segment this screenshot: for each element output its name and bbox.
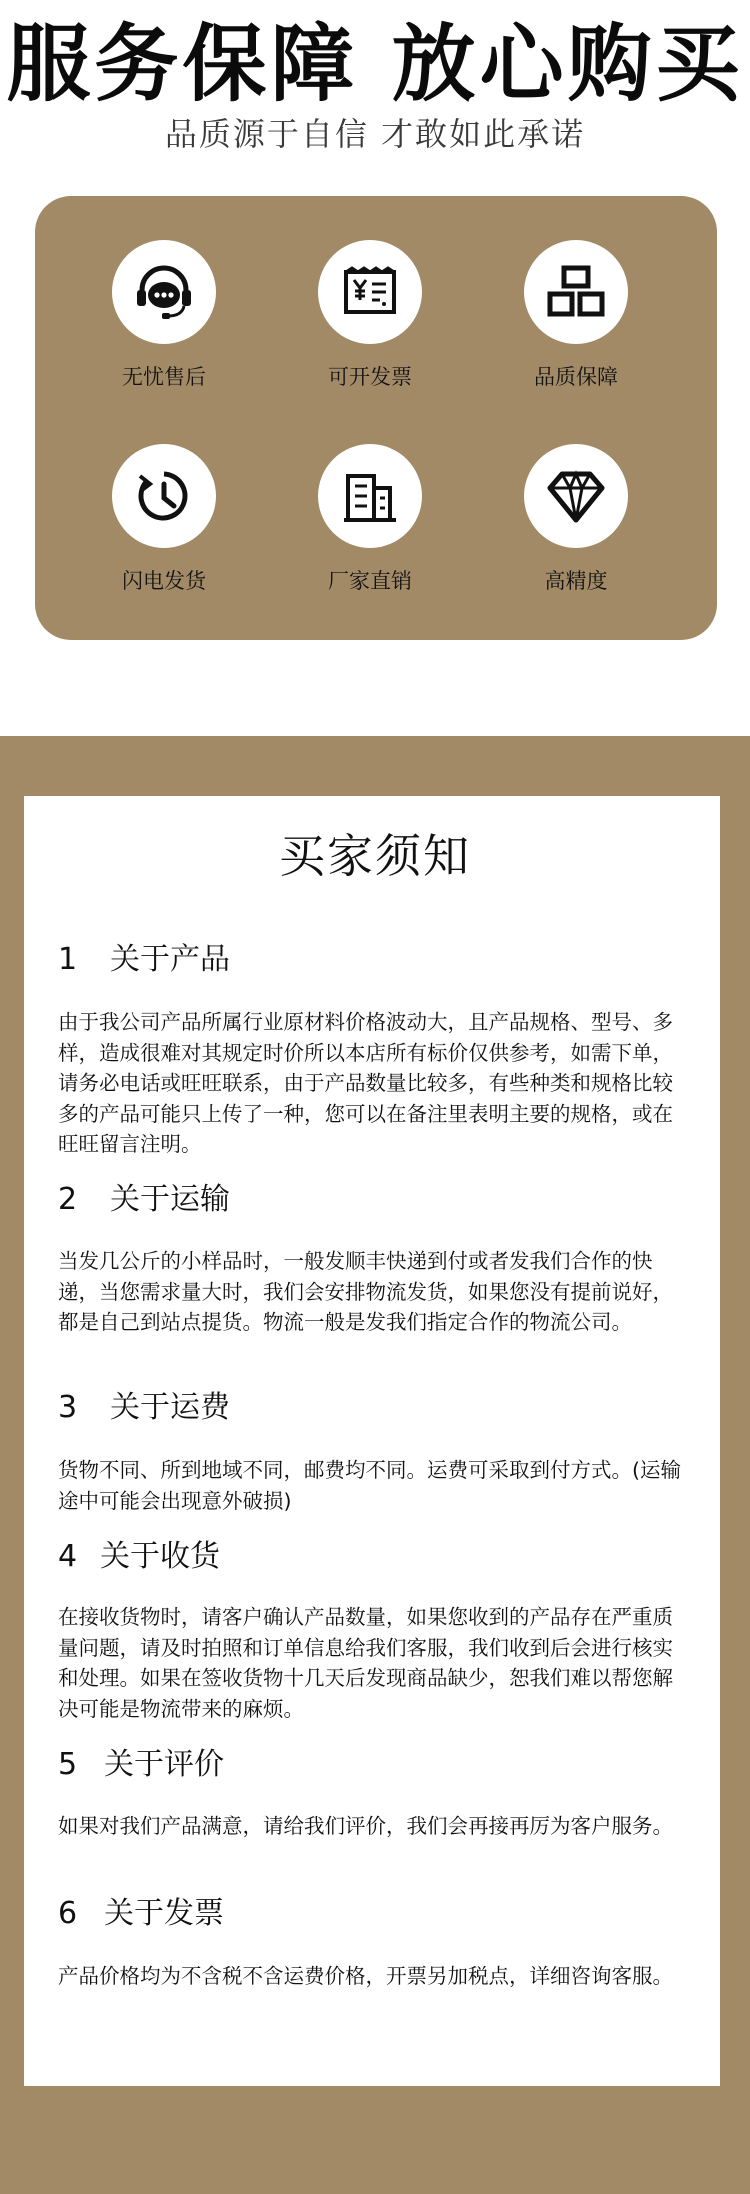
factory-icon xyxy=(318,444,422,548)
notice-heading-freight xyxy=(58,1388,230,1428)
notice-body-receipt: 在接收货物时，请客户确认产品数量，如果您收到的产品存在严重质量问题，请及时拍照和订单信息给我们客服，我们收到后会进行核实和处理。如果在签收货物十几天后发现商品缺少，恕我们难以帮您解决可能是物流带来的麻烦。 xyxy=(58,1605,673,1721)
section-heading-text: 关于收货 xyxy=(100,1539,220,1574)
notice-heading-receipt xyxy=(58,1537,220,1577)
section-heading-text: 关于运输 xyxy=(110,1182,230,1217)
notice-heading-invoice xyxy=(58,1894,224,1934)
invoice-icon xyxy=(318,240,422,344)
service-label: 高精度 xyxy=(544,569,608,593)
notice-body-review: 如果对我们产品满意，请给我们评价，我们会再接再厉为客户服务。 xyxy=(58,1814,673,1838)
section-number: 2 xyxy=(58,1182,78,1217)
page-subtitle: 品质源于自信 才敢如此承诺 xyxy=(164,115,586,153)
service-label: 闪电发货 xyxy=(122,569,206,593)
service-label: 可开发票 xyxy=(328,365,412,389)
quality-icon xyxy=(524,240,628,344)
notice-title: 买家须知 xyxy=(279,829,471,883)
service-panel xyxy=(35,196,717,640)
customer-service-icon xyxy=(112,240,216,344)
page-title: 服务保障 放心购买 xyxy=(6,15,744,113)
service-label: 品质保障 xyxy=(534,365,618,389)
service-guarantee-section xyxy=(0,0,750,730)
service-label: 厂家直销 xyxy=(328,569,412,593)
service-item-factory xyxy=(270,444,470,596)
notice-body-shipping: 当发几公斤的小样品时，一般发顺丰快递到付或者发我们合作的快递，当您需求量大时，我们会安排物流发货，如果您没有提前说好，都是自己到站点提货。物流一般是发我们指定合作的物流公司。 xyxy=(58,1249,673,1334)
section-number: 3 xyxy=(58,1390,78,1425)
notice-card xyxy=(24,796,720,2086)
section-heading-text: 关于发票 xyxy=(104,1896,224,1931)
service-label: 无忧售后 xyxy=(122,365,206,389)
section-number: 5 xyxy=(58,1747,78,1782)
section-number: 4 xyxy=(58,1539,78,1574)
notice-heading-review xyxy=(58,1745,224,1785)
fast-delivery-icon xyxy=(112,444,216,548)
diamond-icon xyxy=(524,444,628,548)
section-heading-text: 关于产品 xyxy=(110,942,230,977)
service-item-quality xyxy=(476,240,676,392)
notice-body-invoice: 产品价格均为不含税不含运费价格，开票另加税点，详细咨询客服。 xyxy=(58,1964,673,1988)
notice-body-freight: 货物不同、所到地域不同，邮费均不同。运费可采取到付方式。(运输途中可能会出现意外破损) xyxy=(58,1458,681,1513)
section-heading-text: 关于评价 xyxy=(104,1747,224,1782)
section-heading-text: 关于运费 xyxy=(110,1390,230,1425)
notice-heading-product xyxy=(58,940,230,980)
notice-body-product: 由于我公司产品所属行业原材料价格波动大，且产品规格、型号、多样，造成很难对其规定时价所以本店所有标价仅供参考，如需下单，请务必电话或旺旺联系，由于产品数量比较多，有些种类和规格比较多的产品可能只上传了一种，您可以在备注里表明主要的规格，或在旺旺留言注明。 xyxy=(58,1010,673,1156)
service-item-fast-delivery xyxy=(64,444,264,596)
service-item-invoice xyxy=(270,240,470,392)
notice-heading-shipping xyxy=(58,1180,230,1220)
service-item-high-precision xyxy=(476,444,676,596)
service-item-after-sales xyxy=(64,240,264,392)
section-number: 6 xyxy=(58,1896,78,1931)
section-number: 1 xyxy=(58,942,78,977)
